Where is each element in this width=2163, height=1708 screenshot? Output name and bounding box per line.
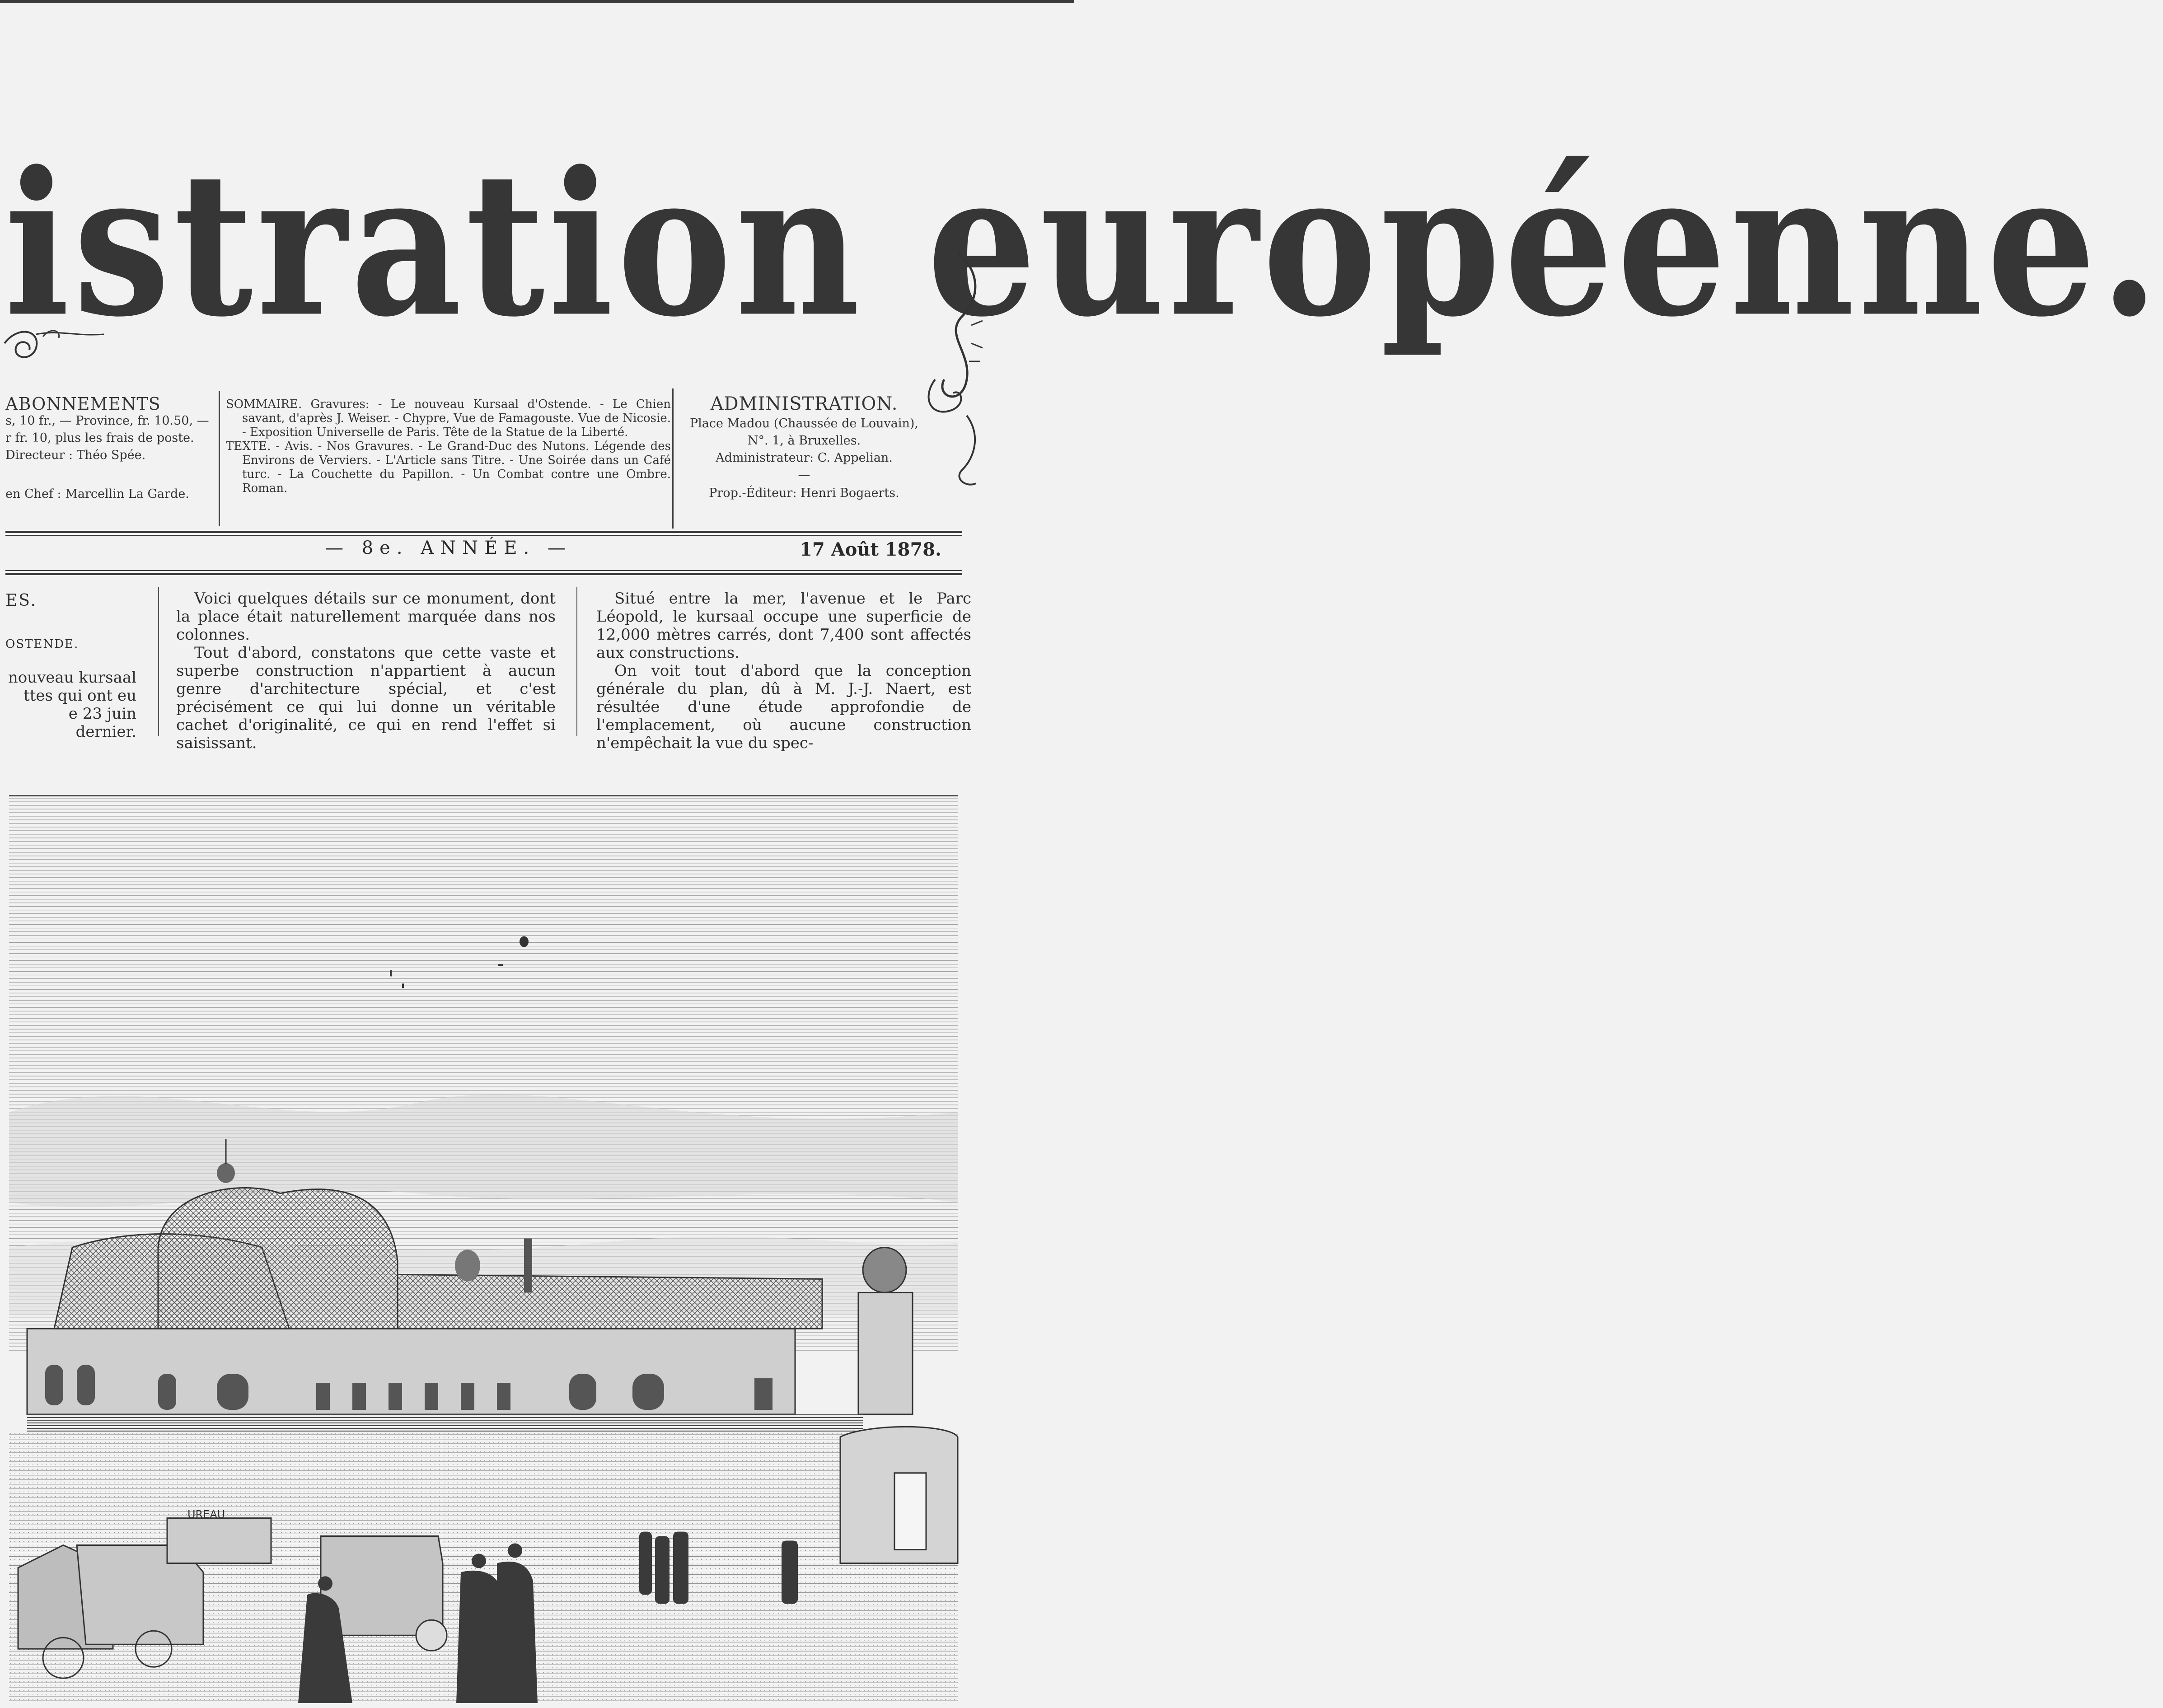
- article-subheading-fragment: OSTENDE.: [5, 637, 79, 651]
- article-heading-fragment: ES.: [5, 591, 37, 610]
- administration-heading: ADMINISTRATION.: [710, 393, 898, 414]
- director-line: Directeur : Théo Spée.: [5, 448, 146, 462]
- subscriptions-line: r fr. 10, plus les frais de poste.: [5, 431, 194, 445]
- top-border-rule: [0, 0, 1074, 3]
- header-rule-thin: [5, 535, 962, 536]
- contents-block: [226, 398, 671, 496]
- article-column-left: [5, 592, 136, 741]
- subscriptions-line: s, 10 fr., — Province, fr. 10.50, —: [5, 414, 209, 428]
- subscriptions-heading: ABONNEMENTS: [5, 394, 161, 414]
- administration-block: [678, 395, 931, 502]
- editor-in-chief-line: en Chef : Marcellin La Garde.: [5, 487, 189, 501]
- article-column-right: [596, 590, 971, 752]
- date-rule: [5, 573, 962, 575]
- article-column-middle: [176, 590, 556, 752]
- article-paragraph: Tout d'abord, constatons que cette vaste et superbe construction n'appartient à aucun genre d'architecture spécial, et c'est précisément ce qui lui donne un véritable cachet d'originalité, ce qui en rend l'effet si saisissant.: [176, 644, 556, 752]
- flourish-left-ornament: [0, 316, 117, 379]
- contents-text: TEXTE. - Avis. - Nos Gravures. - Le Grand-Duc des Nutons. Légende des Environs de Verviers. - L'Article sans Titre. - Une Soirée dans un Café turc. - La Couchette du Papillon. - Un Combat contre une Ombre. Roman.: [226, 440, 671, 495]
- column-divider: [672, 388, 674, 529]
- column-divider: [158, 587, 159, 736]
- article-line: e 23 juin dernier.: [68, 705, 136, 741]
- short-divider: —: [798, 468, 810, 482]
- administrator-line: Administrateur: C. Appelian.: [716, 451, 893, 465]
- issue-year: — 8e. ANNÉE. —: [325, 538, 572, 558]
- masthead-title: istration européenne.: [5, 128, 2163, 360]
- header-rule: [5, 531, 962, 533]
- article-paragraph: Situé entre la mer, l'avenue et le Parc Léopold, le kursaal occupe une superficie de 12,000 mètres carrés, dont 7,400 sont affectés aux constructions.: [596, 590, 971, 662]
- column-divider: [576, 587, 577, 736]
- issue-date: 17 Août 1878.: [800, 539, 942, 560]
- article-paragraph: Voici quelques détails sur ce monument, dont la place était naturellement marquée dans nos colonnes.: [176, 590, 556, 644]
- date-rule-thin: [5, 570, 962, 571]
- article-line: nouveau kursaal: [8, 669, 136, 687]
- column-divider: [219, 391, 220, 526]
- administration-address: Place Madou (Chaussée de Louvain),: [689, 416, 919, 431]
- cabin-sign: UREAU: [187, 1508, 225, 1521]
- kursaal-engraving: [9, 795, 958, 1703]
- contents-engravings: SOMMAIRE. Gravures: - Le nouveau Kursaal d'Ostende. - Le Chien savant, d'après J. Weiser. - Chypre, Vue de Famagouste. Vue de Nicosie. - Exposition Universelle de Paris. Tête de la Statue de la Liberté.: [226, 398, 671, 439]
- article-paragraph: On voit tout d'abord que la conception générale du plan, dû à M. J.-J. Naert, est résultée d'une étude approfondie de l'emplacement, où aucune construction n'empêchait la vue du spec-: [596, 662, 971, 752]
- administration-city: N°. 1, à Bruxelles.: [747, 434, 861, 448]
- subscriptions-block: [5, 395, 218, 503]
- publisher-line: Prop.-Éditeur: Henri Bogaerts.: [709, 486, 899, 500]
- article-line: ttes qui ont eu: [23, 687, 136, 705]
